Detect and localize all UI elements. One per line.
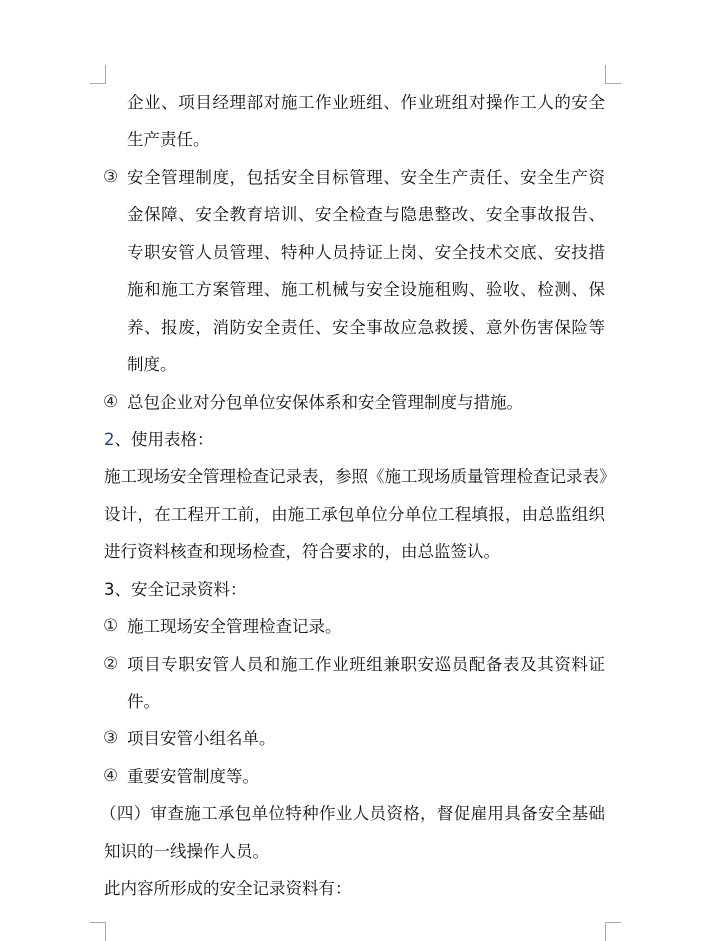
text-line xyxy=(0,833,709,870)
circled-number: ④ xyxy=(103,391,119,412)
line-text: 专职安管人员管理、特种人员持证上岗、安全技术交底、安技措 xyxy=(127,242,605,262)
section-number: 2 xyxy=(104,429,115,449)
circled-number: ③ xyxy=(103,166,119,187)
line-text: 施工现场安全管理检查记录表，参照《施工现场质量管理检查记录表》 xyxy=(104,467,616,487)
line-text: 设计，在工程开工前，由施工承包单位分单位工程填报，由总监组织 xyxy=(104,504,605,524)
page-corner-mark xyxy=(90,922,106,941)
list-item xyxy=(0,758,709,795)
line-text: 项目专职安管人员和施工作业班组兼职安巡员配备表及其资料证 xyxy=(127,654,605,674)
text-line xyxy=(0,234,709,271)
text-line xyxy=(0,121,709,158)
text-line xyxy=(0,870,709,907)
page-corner-mark xyxy=(605,65,621,84)
text-line xyxy=(0,309,709,346)
circled-number: ④ xyxy=(103,765,119,786)
text-line xyxy=(0,346,709,383)
page-corner-mark xyxy=(90,65,106,84)
text-line xyxy=(0,795,709,832)
line-text: （四）审查施工承包单位特种作业人员资格，督促雇用具备安全基础 xyxy=(100,804,605,824)
list-item xyxy=(0,384,709,421)
line-text: 此内容所形成的安全记录资料有： xyxy=(104,879,352,899)
circled-number: ② xyxy=(103,653,119,674)
text-line xyxy=(0,271,709,308)
line-text: 企业、项目经理部对施工作业班组、作业班组对操作工人的安全 xyxy=(127,93,605,112)
page-corner-mark xyxy=(605,922,621,941)
line-text: 、使用表格： xyxy=(114,429,214,449)
line-text: 知识的一线操作人员。 xyxy=(104,841,269,861)
line-text: 重要安管制度等。 xyxy=(127,766,259,786)
text-line xyxy=(0,196,709,233)
text-line xyxy=(0,458,709,495)
line-text: 施工现场安全管理检查记录。 xyxy=(127,617,342,637)
line-text: 件。 xyxy=(127,692,160,711)
line-text: 进行资料核查和现场检查，符合要求的，由总监签认。 xyxy=(104,542,500,562)
circled-number: ③ xyxy=(103,728,119,749)
circled-number: ① xyxy=(103,616,119,637)
text-line xyxy=(0,533,709,570)
text-line xyxy=(0,496,709,533)
line-text: 3、安全记录资料： xyxy=(104,579,247,599)
document-body xyxy=(0,84,709,908)
list-item xyxy=(0,720,709,757)
line-text: 总包企业对分包单位安保体系和安全管理制度与措施。 xyxy=(127,392,523,412)
text-line xyxy=(0,683,709,720)
line-text: 养、报废，消防安全责任、安全事故应急救援、意外伤害保险等 xyxy=(127,317,605,337)
list-item xyxy=(0,159,709,196)
line-text: 施和施工方案管理、施工机械与安全设施租购、验收、检测、保 xyxy=(127,280,605,300)
section-heading xyxy=(0,571,709,608)
list-item xyxy=(0,646,709,683)
section-heading xyxy=(0,421,709,458)
line-text: 安全管理制度，包括安全目标管理、安全生产责任、安全生产资 xyxy=(127,167,605,187)
line-text: 生产责任。 xyxy=(127,130,210,150)
text-line xyxy=(0,84,709,121)
line-text: 制度。 xyxy=(127,355,177,375)
list-item xyxy=(0,608,709,645)
line-text: 金保障、安全教育培训、安全检查与隐患整改、安全事故报告、 xyxy=(127,205,605,225)
line-text: 项目安管小组名单。 xyxy=(127,729,276,749)
